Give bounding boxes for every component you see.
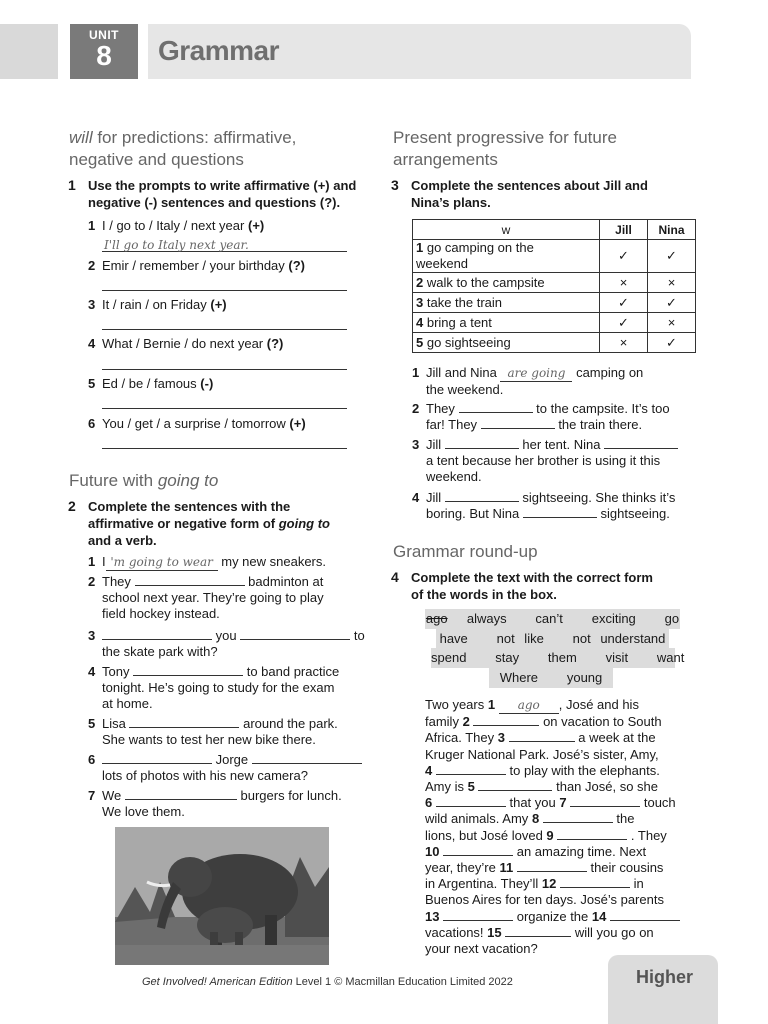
task-1-instructions (68, 177, 378, 211)
check-icon: ✓ (600, 293, 648, 313)
item-sign: (+) (210, 297, 227, 312)
item-text: the train there. (558, 417, 643, 432)
text: wild animals. Amy (425, 811, 529, 827)
task3-item-3 (412, 437, 706, 485)
answer-blank[interactable] (560, 876, 630, 888)
table-cell-activity (413, 293, 600, 313)
gap-number: 7 (559, 795, 567, 811)
check-icon: ✓ (600, 240, 648, 273)
unit-badge (70, 24, 138, 79)
item-prompt: You / get / a surprise / tomorrow (102, 416, 286, 431)
word-box-row-4: Where young (489, 668, 613, 688)
task1-item-2 (88, 258, 306, 274)
item-number: 7 (88, 788, 96, 803)
answer-blank[interactable] (543, 811, 613, 823)
cross-icon: × (600, 333, 648, 353)
round-up-text (425, 697, 710, 957)
answer-blank[interactable] (252, 752, 362, 764)
text: to play with the elephants. (509, 762, 660, 778)
item-prompt: Emir / remember / your birthday (102, 258, 285, 273)
item-text: at home. (102, 696, 153, 711)
row-number: 2 (416, 274, 424, 290)
text: year, they’re (425, 860, 496, 876)
gap-number: 8 (531, 811, 540, 827)
check-icon: ✓ (648, 293, 696, 313)
word-box-row-2: have not like not understand (436, 629, 669, 649)
item-number: 2 (88, 258, 96, 273)
struck-word: ago (425, 611, 448, 626)
answer-line[interactable] (102, 290, 347, 291)
gap-number: 15 (487, 924, 502, 940)
word-box-row-1 (425, 609, 680, 629)
text: Buenos Aires for ten days. José’s parents (425, 892, 664, 908)
gap-number: 12 (541, 876, 557, 892)
task-number: 4 (391, 569, 399, 585)
task3-item-4 (412, 490, 711, 522)
plans-table (412, 219, 696, 353)
task2-item-6 (88, 752, 377, 784)
activity-text: take the train (426, 294, 503, 310)
footer-copyright (142, 976, 513, 988)
item-text: school next year. They’re going to play (102, 590, 324, 605)
answer-blank[interactable] (436, 763, 506, 775)
answer-blank[interactable] (135, 574, 245, 586)
answer-blank[interactable] (129, 716, 239, 728)
row-number: 1 (416, 240, 424, 255)
item-text: We love them. (102, 804, 185, 819)
level-label: Higher (636, 967, 694, 987)
item-text: field hockey instead. (102, 606, 220, 621)
text: in Argentina. They’ll (425, 876, 539, 892)
unit-label: UNIT (89, 28, 119, 42)
answer-blank[interactable] (505, 925, 571, 937)
word-box-row-3: spend stay them visit want (431, 648, 675, 668)
task3-item-1 (412, 365, 706, 398)
task-line: negative (-) sentences and questions (?). (88, 195, 341, 210)
section-title-line: arrangements (393, 150, 498, 169)
answer-blank[interactable] (443, 909, 513, 921)
item-text: the weekend. (426, 382, 504, 397)
item-prompt: It / rain / on Friday (102, 297, 207, 312)
elephant-illustration (115, 827, 329, 965)
answer-blank[interactable] (436, 795, 506, 807)
answer-blank[interactable] (133, 664, 243, 676)
text: their cousins (590, 860, 664, 876)
handwritten-answer[interactable]: ago (499, 697, 559, 714)
item-number: 4 (412, 490, 420, 505)
item-text: her tent. Nina (522, 437, 601, 452)
activity-text: go sightseeing (426, 334, 511, 350)
item-text: to the campsite. It’s too (536, 401, 670, 416)
item-text: Tony (102, 664, 130, 679)
item-number: 6 (88, 752, 96, 767)
item-text: Jill (426, 437, 442, 452)
text: touch (643, 795, 676, 811)
text: than José, so she (556, 779, 659, 795)
text: an amazing time. Next (516, 843, 647, 859)
item-number: 2 (412, 401, 420, 416)
row-number: 3 (416, 294, 424, 310)
answer-blank[interactable] (473, 714, 539, 726)
gap-number: 3 (497, 730, 505, 746)
table-row (413, 240, 696, 273)
handwritten-answer[interactable]: 'm going to wear (106, 554, 218, 571)
footer-text: Level 1 © Macmillan Education Limited 2022 (292, 976, 513, 988)
answer-blank[interactable] (557, 828, 627, 840)
item-text: badminton at (248, 574, 324, 589)
text: family (425, 714, 459, 730)
item-sign: (?) (288, 258, 306, 273)
task-line: of the words in the box. (411, 587, 557, 602)
item-number: 6 (88, 416, 96, 431)
item-number: 2 (88, 574, 96, 589)
page-title: Grammar (158, 35, 280, 66)
item-text: camping on (576, 365, 644, 380)
answer-blank[interactable] (610, 909, 680, 921)
task-2-instructions (68, 498, 378, 549)
activity-text: weekend (416, 256, 469, 271)
answer-blank[interactable] (102, 752, 212, 764)
item-text: We (102, 788, 122, 803)
task2-item-2 (88, 574, 372, 622)
answer-line[interactable] (102, 408, 347, 409)
task1-answer-1: I'll go to Italy next year. (104, 238, 249, 252)
item-sign: (+) (247, 218, 265, 233)
text: , José and his (558, 697, 639, 712)
item-text: I (102, 554, 106, 569)
item-text: far! They (426, 417, 478, 432)
item-text: Lisa (102, 716, 126, 731)
task-line: Complete the text with the correct form (411, 570, 653, 585)
task-line: Complete the sentences about Jill and (411, 178, 648, 193)
section-title-em: going to (157, 471, 219, 490)
section-title-will (69, 127, 296, 171)
item-text: sightseeing. (600, 506, 670, 521)
task2-item-3 (88, 628, 377, 660)
item-number: 5 (88, 716, 96, 731)
item-text: to (353, 628, 365, 643)
table-row (413, 273, 696, 293)
text: in (633, 876, 644, 892)
gap-number: 11 (499, 860, 514, 876)
text: organize the (516, 908, 589, 924)
elephant-photo (115, 827, 329, 965)
gap-number: 5 (467, 779, 475, 795)
item-number: 1 (88, 218, 96, 233)
level-tab (608, 955, 718, 1024)
item-text: the skate park with? (102, 644, 218, 659)
gap-number: 2 (462, 714, 470, 730)
answer-blank[interactable] (478, 779, 552, 791)
task1-item-1 (88, 218, 265, 234)
text: lions, but José loved (425, 827, 543, 843)
activity-text: go camping on the (426, 240, 534, 255)
section-title-line: Present progressive for future (393, 128, 617, 147)
task-number: 3 (391, 177, 399, 193)
item-text: Jill (426, 490, 442, 505)
task-line: Use the prompts to write affirmative (+) and (88, 178, 357, 193)
item-sign: (-) (200, 376, 214, 391)
item-prompt: What / Bernie / do next year (102, 336, 264, 351)
table-row (413, 313, 696, 333)
task3-item-2 (412, 401, 706, 433)
section-title-round-up: Grammar round-up (393, 542, 538, 561)
item-text: you (215, 628, 237, 643)
item-text: They (426, 401, 455, 416)
gap-number: 1 (487, 697, 496, 712)
answer-blank[interactable] (240, 628, 350, 640)
answer-blank[interactable] (604, 437, 678, 449)
text: Africa. They (425, 730, 495, 746)
item-number: 3 (88, 628, 96, 643)
task-line: affirmative or negative form of (88, 516, 279, 531)
item-text: They (102, 574, 131, 589)
item-text: sightseeing. She thinks it’s (522, 490, 676, 505)
header-bar (148, 24, 691, 79)
text: Kruger National Park. José’s sister, Amy, (425, 746, 659, 762)
section-title-going-to (69, 470, 218, 492)
task1-item-5 (88, 376, 214, 392)
answer-blank[interactable] (517, 860, 587, 872)
task-3-instructions (391, 177, 701, 211)
text: a week at the (578, 730, 656, 746)
text: your next vacation? (425, 941, 538, 957)
row-number: 5 (416, 334, 424, 350)
answer-blank[interactable] (570, 795, 640, 807)
item-prompt: I / go to / Italy / next year (102, 218, 245, 233)
answer-blank[interactable] (509, 730, 575, 742)
check-icon: ✓ (600, 313, 648, 333)
gap-number: 4 (425, 762, 433, 778)
check-icon: ✓ (648, 240, 696, 273)
text: on vacation to South (543, 714, 662, 730)
table-header-row (413, 220, 696, 240)
item-text: lots of photos with his new camera? (102, 768, 308, 783)
row-number: 4 (416, 314, 424, 330)
task2-item-5 (88, 716, 377, 748)
item-number: 1 (412, 365, 420, 380)
item-sign: (?) (266, 336, 284, 351)
text: . They (630, 827, 667, 843)
item-text: a tent because her brother is using it this (426, 453, 661, 468)
task1-item-3 (88, 297, 227, 313)
item-text: burgers for lunch. (240, 788, 342, 803)
text: will you go on (574, 924, 654, 940)
item-text: my new sneakers. (217, 554, 326, 569)
gap-number: 9 (546, 827, 554, 843)
task2-item-1 (88, 554, 326, 571)
task1-item-4 (88, 336, 284, 352)
item-text: Jorge (215, 752, 249, 767)
answer-line[interactable] (102, 448, 347, 449)
section-title-will-line2: negative and questions (69, 150, 244, 169)
answer-blank[interactable] (125, 788, 237, 800)
unit-number: 8 (96, 40, 112, 71)
section-title-text: Future with (69, 471, 158, 490)
item-number: 4 (88, 664, 96, 679)
item-number: 1 (88, 554, 96, 569)
item-sign: (+) (289, 416, 306, 431)
answer-blank[interactable] (443, 844, 513, 856)
item-number: 5 (88, 376, 96, 391)
section-title-will-rest: for predictions: affirmative, (92, 128, 297, 147)
item-text: weekend. (426, 469, 482, 484)
item-number: 4 (88, 336, 96, 351)
section-title-present-progressive (393, 127, 617, 171)
check-icon: ✓ (648, 333, 696, 353)
footer-book-title: Get Involved! American Edition (142, 976, 293, 988)
cross-icon: × (648, 313, 696, 333)
answer-blank[interactable] (102, 628, 212, 640)
activity-text: bring a tent (426, 314, 492, 330)
item-text: Jill and Nina (426, 365, 497, 380)
table-cell-activity (413, 313, 600, 333)
cross-icon: × (648, 273, 696, 293)
task-line: and a verb. (88, 533, 157, 548)
answer-blank[interactable] (481, 417, 555, 429)
section-title-will-em: will (69, 128, 93, 147)
table-header-nina: Nina (648, 220, 696, 240)
item-text: She wants to test her new bike there. (102, 732, 316, 747)
answer-blank[interactable] (445, 490, 519, 502)
header-left-block (0, 24, 58, 79)
gap-number: 14 (591, 908, 607, 924)
task1-item-6 (88, 416, 306, 432)
task-number: 1 (68, 177, 76, 193)
text: Two years (425, 697, 485, 712)
cross-icon: × (600, 273, 648, 293)
task-line: Nina’s plans. (411, 195, 491, 210)
text: vacations! (425, 924, 484, 940)
task-line-em: going to (278, 516, 330, 531)
text: Amy is (425, 779, 464, 795)
task2-item-7 (88, 788, 377, 820)
table-cell-activity (413, 273, 600, 293)
word-list: always can’t exciting go (466, 611, 680, 626)
gap-number: 6 (425, 795, 433, 811)
answer-blank[interactable] (459, 401, 533, 413)
gap-number: 10 (425, 843, 440, 859)
activity-text: walk to the campsite (426, 274, 545, 290)
item-text: to band practice (246, 664, 340, 679)
table-row (413, 333, 696, 353)
item-text: tonight. He’s going to study for the exam (102, 680, 335, 695)
task-line: Complete the sentences with the (88, 499, 291, 514)
table-cell-activity (413, 240, 600, 273)
task-4-instructions (391, 569, 701, 603)
text: that you (509, 795, 556, 811)
answer-blank[interactable] (445, 437, 519, 449)
answer-line[interactable] (102, 329, 347, 330)
table-cell-activity (413, 333, 600, 353)
item-number: 3 (412, 437, 420, 452)
task-number: 2 (68, 498, 76, 514)
text: the (616, 811, 635, 827)
task2-item-4 (88, 664, 377, 712)
item-text: boring. But Nina (426, 506, 520, 521)
handwritten-answer[interactable]: are going (500, 365, 572, 382)
item-number: 3 (88, 297, 96, 312)
answer-line[interactable] (102, 369, 347, 370)
table-row (413, 293, 696, 313)
answer-blank[interactable] (523, 506, 597, 518)
table-header-jill: Jill (600, 220, 648, 240)
gap-number: 13 (425, 908, 440, 924)
item-prompt: Ed / be / famous (102, 376, 197, 391)
table-header-activity: w (413, 220, 600, 240)
item-text: around the park. (243, 716, 338, 731)
